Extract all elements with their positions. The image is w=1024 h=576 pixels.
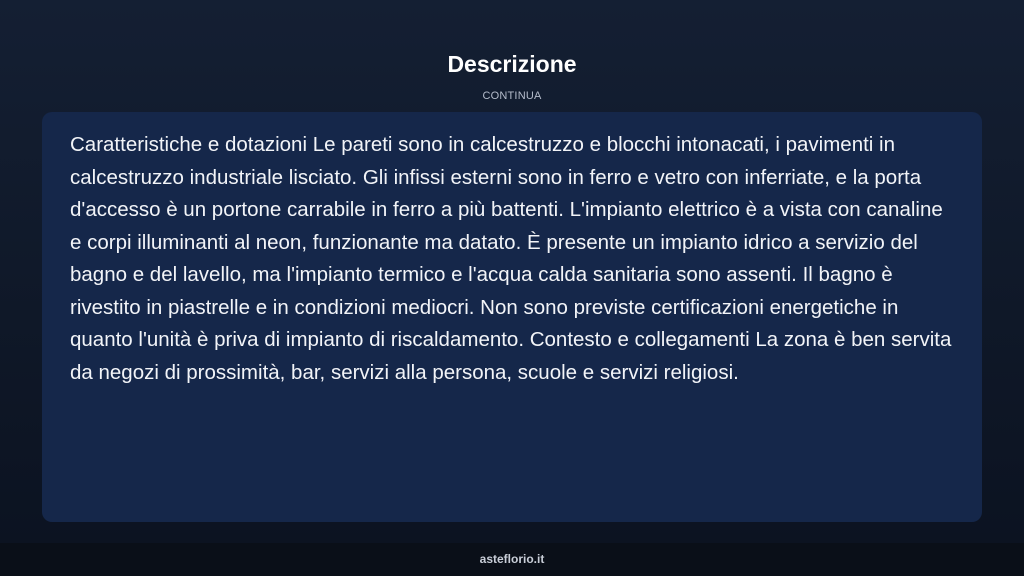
continua-label: CONTINUA [482, 90, 542, 102]
description-text: Caratteristiche e dotazioni Le pareti sono in calcestruzzo e blocchi intonacati, i pavimenti in calcestruzzo industriale lisciato. Gli infissi esterni sono in ferro e vetro con inferriate, e la porta d'accesso è un portone carrabile in ferro a più battenti. L'impianto elettrico è a vista con canaline e corpi illuminanti al neon, funzionante ma datato. È presente un impianto idrico a servizio del bagno e del lavello, ma l'impianto termico e l'acqua calda sanitaria sono assenti. Il bagno è rivestito in piastrelle e in condizioni mediocri. Non sono previste certificazioni energetiche in quanto l'unità è priva di impianto di riscaldamento. Contesto e collegamenti La zona è ben servita da negozi di prossimità, bar, servizi alla persona, scuole e servizi religiosi. [70, 133, 952, 384]
page-title: Descrizione [447, 51, 577, 77]
footer [0, 543, 1024, 576]
description-card [42, 112, 982, 522]
footer-brand: asteflorio.it [479, 552, 545, 566]
header [0, 0, 1024, 112]
